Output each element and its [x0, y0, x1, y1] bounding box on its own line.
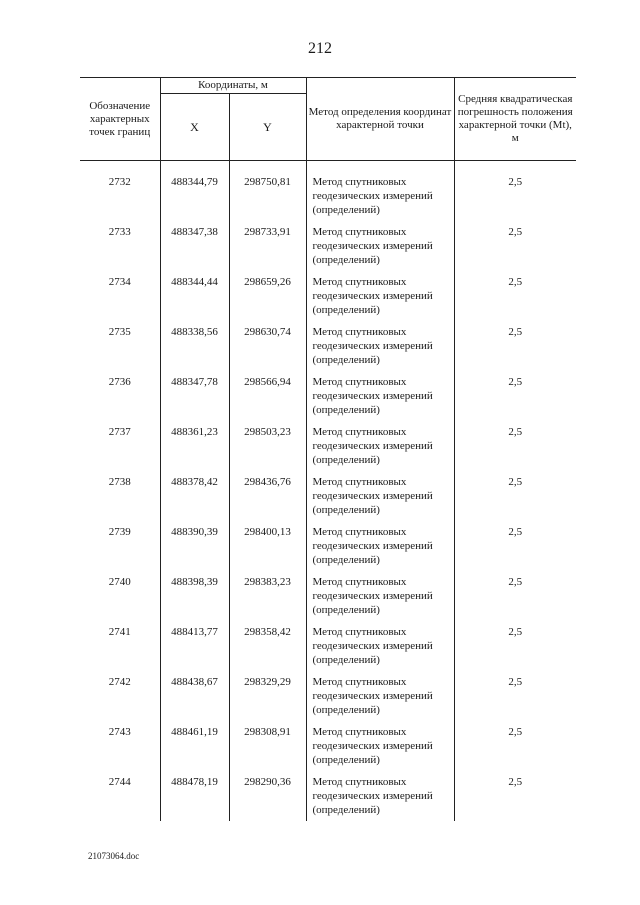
coord-y: 298358,42: [229, 621, 306, 671]
header-error: [454, 78, 576, 161]
coord-x: 488413,77: [160, 621, 229, 671]
error-value: 2,5: [454, 521, 576, 571]
method: Метод спутниковых геодезических измерений (определений): [306, 271, 454, 321]
point-id: 2738: [108, 476, 131, 488]
coord-x: 488344,44: [160, 271, 229, 321]
table-row: [80, 571, 576, 621]
coord-x: 488347,78: [160, 371, 229, 421]
method: Метод спутниковых геодезических измерений (определений): [306, 221, 454, 271]
point-id: 2740: [108, 576, 131, 588]
coord-y: 298750,81: [229, 171, 306, 221]
table-row: [80, 421, 576, 471]
coord-x: 488338,56: [160, 321, 229, 371]
error-value: 2,5: [454, 671, 576, 721]
coord-x: 488344,79: [160, 171, 229, 221]
table-row: [80, 771, 576, 821]
table-row: [80, 671, 576, 721]
point-id: 2734: [108, 276, 131, 288]
table-row: [80, 271, 576, 321]
page-number: 212: [308, 40, 332, 57]
error-value: 2,5: [454, 421, 576, 471]
point-id: 2742: [108, 676, 131, 688]
point-id: 2736: [108, 376, 131, 388]
point-id: 2733: [108, 226, 131, 238]
coord-y: 298308,91: [229, 721, 306, 771]
point-id: 2735: [108, 326, 131, 338]
table-row: [80, 621, 576, 671]
coord-y: 298329,29: [229, 671, 306, 721]
method: Метод спутниковых геодезических измерений (определений): [306, 671, 454, 721]
method: Метод спутниковых геодезических измерений (определений): [306, 171, 454, 221]
coord-y: 298630,74: [229, 321, 306, 371]
header-coordinates-group: Координаты, м: [160, 78, 306, 94]
table-row: [80, 221, 576, 271]
table-row: [80, 321, 576, 371]
coord-y: 298436,76: [229, 471, 306, 521]
method: Метод спутниковых геодезических измерений (определений): [306, 421, 454, 471]
header-error-label: Средняя квадратическая погрешность положения характерной точки (Mt), м: [457, 93, 573, 144]
method: Метод спутниковых геодезических измерений (определений): [306, 721, 454, 771]
header-designation: Обозначение характерных точек границ: [80, 78, 160, 161]
error-value: 2,5: [454, 171, 576, 221]
error-value: 2,5: [454, 221, 576, 271]
coord-x: 488361,23: [160, 421, 229, 471]
header-x: X: [160, 94, 229, 161]
method: Метод спутниковых геодезических измерений (определений): [306, 521, 454, 571]
point-id: 2739: [108, 526, 131, 538]
coord-y: 298733,91: [229, 221, 306, 271]
error-value: 2,5: [454, 321, 576, 371]
method: Метод спутниковых геодезических измерений (определений): [306, 371, 454, 421]
table-body: [80, 161, 576, 822]
method: Метод спутниковых геодезических измерений (определений): [306, 571, 454, 621]
error-value: 2,5: [454, 721, 576, 771]
method: Метод спутниковых геодезических измерений (определений): [306, 621, 454, 671]
point-id: 2744: [108, 776, 131, 788]
document-filename: 21073064.doc: [88, 851, 140, 861]
error-value: 2,5: [454, 371, 576, 421]
header-y: Y: [229, 94, 306, 161]
header-method: Метод определения координат характерной точки: [306, 78, 454, 161]
coord-x: 488438,67: [160, 671, 229, 721]
coord-y: 298290,36: [229, 771, 306, 821]
coordinates-table: [80, 77, 576, 821]
error-value: 2,5: [454, 271, 576, 321]
table-row: [80, 371, 576, 421]
coord-x: 488378,42: [160, 471, 229, 521]
point-id: 2737: [108, 426, 131, 438]
table-row: [80, 521, 576, 571]
table-row: [80, 471, 576, 521]
coord-x: 488398,39: [160, 571, 229, 621]
coord-x: 488478,19: [160, 771, 229, 821]
coord-y: 298659,26: [229, 271, 306, 321]
coord-y: 298566,94: [229, 371, 306, 421]
point-id: 2741: [108, 626, 131, 638]
coord-x: 488390,39: [160, 521, 229, 571]
error-value: 2,5: [454, 471, 576, 521]
coord-x: 488461,19: [160, 721, 229, 771]
point-id: 2732: [108, 176, 131, 188]
method: Метод спутниковых геодезических измерений (определений): [306, 771, 454, 821]
table-row: [80, 171, 576, 221]
coord-y: 298503,23: [229, 421, 306, 471]
coordinates-table-wrapper: [80, 77, 576, 821]
error-value: 2,5: [454, 571, 576, 621]
error-value: 2,5: [454, 621, 576, 671]
point-id: 2743: [108, 726, 131, 738]
method: Метод спутниковых геодезических измерений (определений): [306, 321, 454, 371]
table-row: [80, 721, 576, 771]
method: Метод спутниковых геодезических измерений (определений): [306, 471, 454, 521]
coord-x: 488347,38: [160, 221, 229, 271]
coord-y: 298400,13: [229, 521, 306, 571]
coord-y: 298383,23: [229, 571, 306, 621]
error-value: 2,5: [454, 771, 576, 821]
